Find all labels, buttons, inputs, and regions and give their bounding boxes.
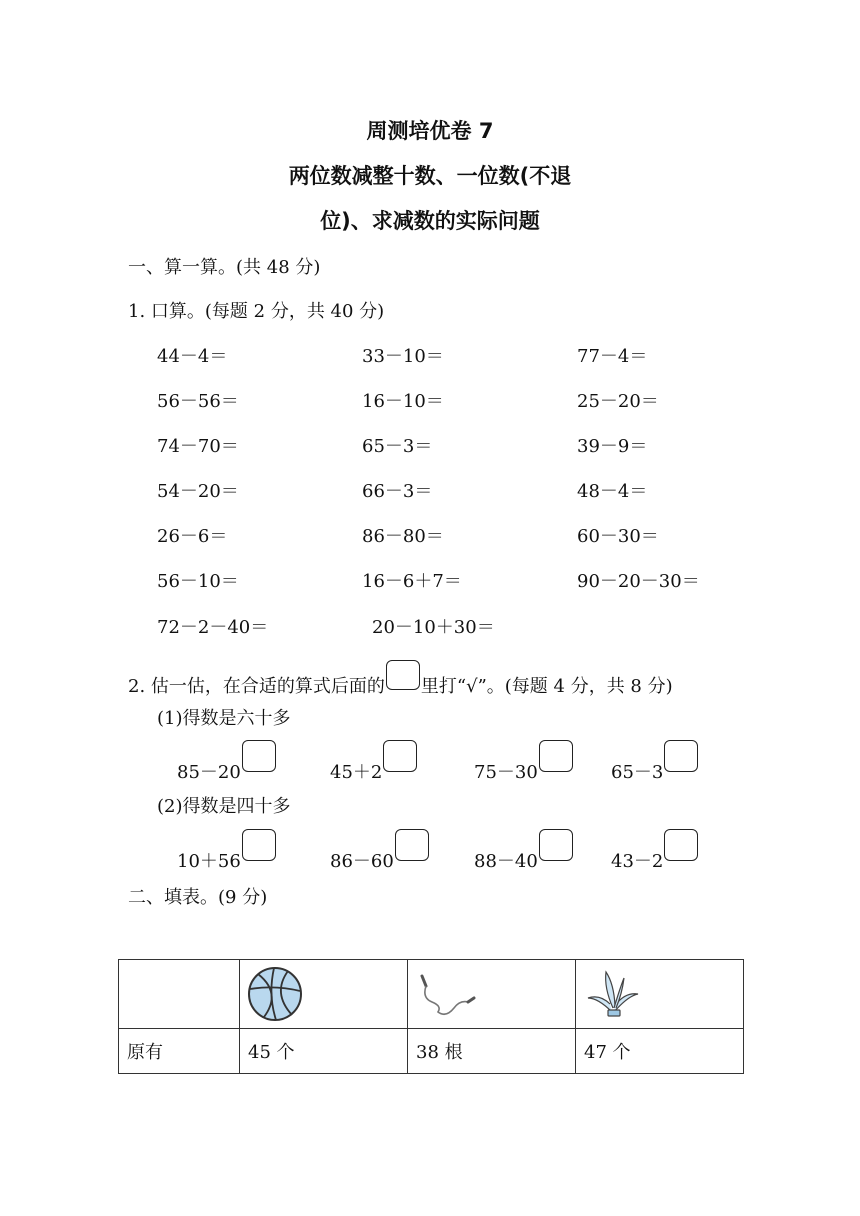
calc-item: 26－6＝ [157, 526, 228, 547]
calc-item: 77－4＝ [577, 346, 648, 367]
estimate-expr: 88－40 [474, 851, 538, 872]
fill-table [118, 959, 744, 1074]
shuttlecock-icon [584, 968, 642, 1020]
answer-box[interactable] [539, 740, 573, 772]
answer-box[interactable] [242, 740, 276, 772]
table-row [119, 1029, 744, 1074]
calc-item: 66－3＝ [362, 481, 433, 502]
table-cell: 47 个 [576, 1029, 744, 1074]
calc-item: 86－80＝ [362, 526, 444, 547]
estimate-item [177, 740, 276, 784]
q2-part2-label: (2)得数是四十多 [157, 796, 291, 817]
calc-item: 33－10＝ [362, 346, 444, 367]
calc-item: 56－56＝ [157, 391, 239, 412]
answer-box[interactable] [664, 740, 698, 772]
estimate-expr: 85－20 [177, 762, 241, 783]
calc-item: 90－20－30＝ [577, 571, 700, 592]
section1-heading: 一、算一算。(共 48 分) [128, 257, 321, 278]
calc-item: 56－10＝ [157, 571, 239, 592]
table-cell [240, 960, 408, 1029]
estimate-item [611, 829, 698, 873]
table-corner-cell [119, 960, 240, 1029]
answer-box[interactable] [539, 829, 573, 861]
title-line-2: 两位数减整十数、一位数(不退 [288, 164, 572, 188]
table-cell [576, 960, 744, 1029]
estimate-expr: 86－60 [330, 851, 394, 872]
title-line-3: 位)、求减数的实际问题 [320, 209, 540, 233]
calc-item: 72－2－40＝ [157, 617, 269, 638]
calc-item: 25－20＝ [577, 391, 659, 412]
answer-box[interactable] [383, 740, 417, 772]
q2-part1-label: (1)得数是六十多 [157, 708, 291, 729]
table-cell: 45 个 [240, 1029, 408, 1074]
section2-heading: 二、填表。(9 分) [128, 887, 268, 908]
estimate-expr: 75－30 [474, 762, 538, 783]
estimate-expr: 45＋2 [330, 762, 383, 783]
estimate-item [474, 829, 573, 873]
estimate-item [330, 829, 429, 873]
estimate-item [474, 740, 573, 784]
estimate-item [611, 740, 698, 784]
estimate-expr: 43－2 [611, 851, 664, 872]
answer-box[interactable] [395, 829, 429, 861]
table-cell [408, 960, 576, 1029]
estimate-item [177, 829, 276, 873]
calc-item: 65－3＝ [362, 436, 433, 457]
calc-item: 60－30＝ [577, 526, 659, 547]
calc-item: 39－9＝ [577, 436, 648, 457]
estimate-item [330, 740, 417, 784]
calc-item: 20－10＋30＝ [372, 617, 495, 638]
row-label: 原有 [119, 1029, 240, 1074]
calc-item: 16－10＝ [362, 391, 444, 412]
answer-box[interactable] [242, 829, 276, 861]
jump-rope-icon [416, 972, 478, 1016]
calc-item: 54－20＝ [157, 481, 239, 502]
estimate-expr: 10＋56 [177, 851, 241, 872]
basketball-icon [246, 965, 304, 1023]
answer-box-sample [386, 660, 420, 690]
q2-label-before: 2. 估一估，在合适的算式后面的 [128, 676, 385, 697]
q2-label [128, 660, 673, 698]
table-cell: 38 根 [408, 1029, 576, 1074]
q2-label-after: 里打“√”。(每题 4 分，共 8 分) [420, 676, 673, 697]
estimate-expr: 65－3 [611, 762, 664, 783]
answer-box[interactable] [664, 829, 698, 861]
calc-item: 48－4＝ [577, 481, 648, 502]
q1-label: 1. 口算。(每题 2 分，共 40 分) [128, 301, 385, 322]
calc-item: 44－4＝ [157, 346, 228, 367]
calc-item: 16－6＋7＝ [362, 571, 462, 592]
calc-item: 74－70＝ [157, 436, 239, 457]
title-line-1: 周测培优卷 7 [366, 119, 494, 143]
table-header-row [119, 960, 744, 1029]
